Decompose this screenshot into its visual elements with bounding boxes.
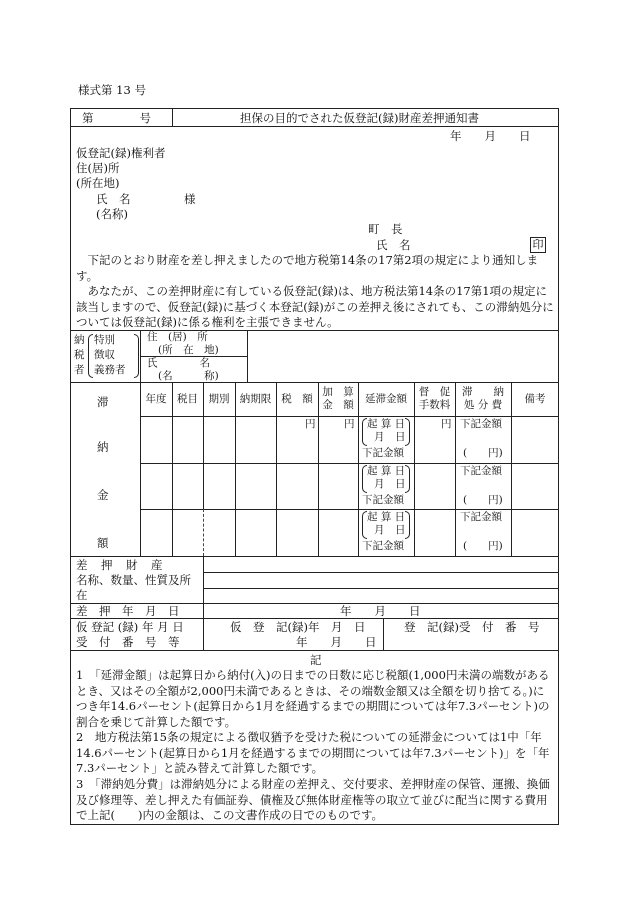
property-label: 差 押 財 産 <box>76 558 164 572</box>
header-period: 期別 <box>208 393 230 405</box>
late-fee-below-3: 下記金額 <box>362 540 404 552</box>
disposition-below-3: 下記金額 <box>460 511 502 523</box>
taxpayer-mid-2: 徴収 <box>94 349 115 361</box>
header-surcharge: 加 算 金 額 <box>322 386 354 411</box>
sender-title: 町 長 <box>368 222 403 236</box>
issue-date: 年 月 日 <box>450 129 531 143</box>
late-fee-start-2: 起 算 日 <box>367 465 406 477</box>
note-2: 2 地方税法第15条の規定による徴収猶予を受けた税についての延滞金については1中「年14.6パーセント(起算日から1月を経過するまでの期間については年7.3パーセント)」を「年7.3パーセント」と読み替えて計算した額です。 <box>76 730 550 775</box>
late-fee-below-2: 下記金額 <box>362 494 404 506</box>
yen-unit-demand: 円 <box>441 418 452 430</box>
property-description-label: 名称、数量、性質及所在 <box>76 573 191 602</box>
addressee-honorific: 様 <box>184 192 196 206</box>
seal-mark: 印 <box>530 237 546 253</box>
registration-receipt-number-header: 登 記(録)受 付 番 号 <box>404 620 540 634</box>
disposition-below-1: 下記金額 <box>460 418 502 430</box>
arrears-label-3: 金 <box>97 488 109 502</box>
taxpayer-side-2: 税 <box>74 349 85 361</box>
disposition-yen-3: ( 円) <box>463 540 503 552</box>
disposition-yen-2: ( 円) <box>463 494 503 506</box>
sender-name-label: 氏 名 <box>376 238 411 252</box>
notes-heading: 記 <box>310 653 322 667</box>
header-disposition-cost: 滞 納 処 分 費 <box>462 386 504 411</box>
header-demand-fee: 督 促 手数料 <box>418 386 451 411</box>
document-title: 担保の目的でされた仮登記(録)財産差押通知書 <box>240 111 479 125</box>
header-due-date: 納期限 <box>239 393 272 405</box>
seizure-date-value: 年 月 日 <box>340 604 421 618</box>
taxpayer-address-sub: (所 在 地) <box>158 344 219 356</box>
addressee-name-label: 氏 名 <box>96 192 131 206</box>
late-fee-date-1: 月 日 <box>374 431 406 443</box>
late-fee-date-3: 月 日 <box>374 524 406 536</box>
header-tax-amount: 税 額 <box>281 393 313 405</box>
arrears-label-2: 納 <box>97 440 109 454</box>
yen-unit-tax: 円 <box>305 418 316 430</box>
header-late-fee: 延滞金額 <box>365 393 407 405</box>
late-fee-start-3: 起 算 日 <box>367 511 406 523</box>
header-remarks: 備考 <box>524 393 546 405</box>
late-fee-below-1: 下記金額 <box>362 447 404 459</box>
arrears-label-1: 滞 <box>97 395 109 409</box>
taxpayer-name-sub: (名 称) <box>158 370 219 382</box>
body-paragraph-2: あなたが、この差押財産に有している仮登記(録)は、地方税法第14条の17第1項の規定に該当しますので、仮登記(録)に基づく本登記(録)がこの差押え後にされても、この滞納処分については仮登記(録)に係る権利を主張できません。 <box>76 284 554 329</box>
receipt-number-label: 受 付 番 号 等 <box>76 635 180 649</box>
body-paragraph-1: 下記のとおり財産を差し押えましたので地方税第14条の17第2項の規定により通知します。 <box>76 253 539 283</box>
header-fiscal-year: 年度 <box>145 393 167 405</box>
note-3: 3 「滞納処分費」は滞納処分による財産の差押え、交付要求、差押財産の保管、運搬、換価及び修理等、差し押えた有価証券、債権及び無体財産権等の取立て並びに配当に関する費用で上記( )内の金額は、この文書作成の日でのものです。 <box>76 777 550 822</box>
document-number-label: 第 号 <box>82 111 151 125</box>
addressee-label: 仮登記(録)権利者 <box>76 146 166 160</box>
form-number: 様式第 13 号 <box>78 83 146 97</box>
arrears-label-4: 額 <box>97 536 109 550</box>
addressee-location-label: (所在地) <box>76 176 120 190</box>
addressee-address-label: 住(居)所 <box>76 161 120 175</box>
taxpayer-mid-3: 義務者 <box>94 364 126 376</box>
disposition-yen-1: ( 円) <box>463 447 503 459</box>
taxpayer-name-label: 氏 名 <box>147 357 210 369</box>
addressee-name-alt: (名称) <box>96 207 128 221</box>
disposition-below-2: 下記金額 <box>460 465 502 477</box>
yen-unit-surcharge: 円 <box>344 418 355 430</box>
provisional-registration-date-header: 仮 登 記(録)年 月 日 <box>230 620 366 634</box>
late-fee-start-1: 起 算 日 <box>367 418 406 430</box>
header-tax-item: 税目 <box>177 393 198 405</box>
provisional-registration-date-label: 仮 登記 (録) 年 月 日 <box>76 620 184 634</box>
taxpayer-side-3: 者 <box>74 364 85 376</box>
taxpayer-address-label: 住 (居) 所 <box>147 331 208 343</box>
late-fee-date-2: 月 日 <box>374 478 406 490</box>
provisional-registration-date-value: 年 月 日 <box>296 635 377 649</box>
seizure-date-label: 差 押 年 月 日 <box>76 604 180 618</box>
taxpayer-side-1: 納 <box>74 334 85 346</box>
taxpayer-mid-1: 特別 <box>94 334 115 346</box>
note-1: 1 「延滞金額」は起算日から納付(入)の日までの日数に応じ税額(1,000円未満の端数があるとき、又はその全額が2,000円未満であるときは、その端数金額又は全額を切り捨てる。)につき年14.6パーセント(起算日から1月を経過するまでの期間については年7.3パーセント)の割合を乗じて計算した額です。 <box>76 668 550 729</box>
